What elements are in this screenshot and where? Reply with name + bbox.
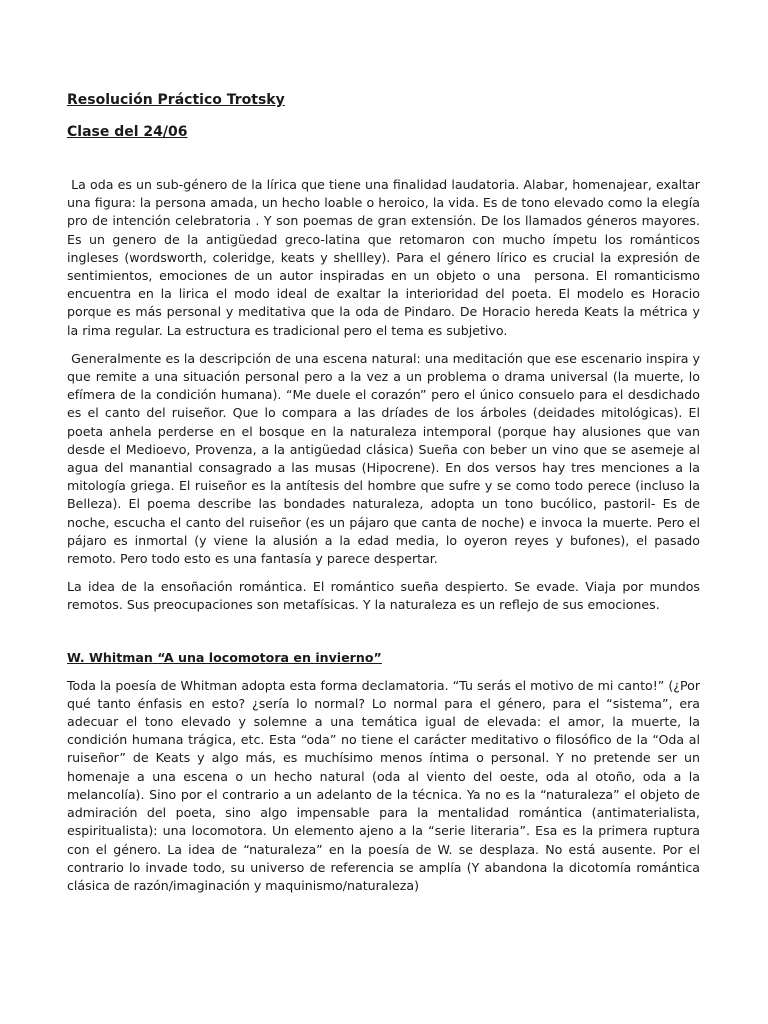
paragraph-oda-definition: La oda es un sub-género de la lírica que tiene una finalidad laudatoria. Alabar, homenajear, exaltar una figura: la persona amada, un hecho loable o heroico, la vida. Es de tono elevado como la elegía pro de intención celebratoria . Y son poemas de gran extensión. De los llamados géneros mayores. Es un genero de la antigüedad greco-latina que retomaron con mucho ímpetu los románticos ingleses (wordsworth, coleridge, keats y shellley). Para el género lírico es crucial la expresión de sentimientos, emociones de un autor inspiradas en un objeto o una persona. El romanticismo encuentra en la lirica el modo ideal de exaltar la interioridad del poeta. El modelo es Horacio porque es más personal y meditativa que la oda de Pindaro. De Horacio hereda Keats la métrica y la rima regular. La estructura es tradicional pero el tema es subjetivo. bbox=[67, 177, 705, 338]
whitman-section-heading: W. Whitman “A una locomotora en invierno” bbox=[67, 649, 382, 665]
class-date-heading: Clase del 24/06 bbox=[67, 124, 188, 140]
paragraph-natural-scene: Generalmente es la descripción de una escena natural: una meditación que ese escenario inspira y que remite a una situación personal pero a la vez a un problema o drama universal (la muerte, lo efímera de la condición humana). “Me duele el corazón” pero el único consuelo para el desdichado es el canto del ruiseñor. Que lo compara a las dríades de los árboles (deidades mitológicas). El poeta anhela perderse en el bosque en la naturaleza intemporal (porque hay alusiones que van desde el Medioevo, Provenza, a la antigüedad clásica) Sueña con beber un vino que se asemeje al agua del manantial consagrado a las musas (Hipocrene). En dos versos hay tres menciones a la mitología griega. El ruiseñor es la antítesis del hombre que sufre y se como todo perece (incluso la Belleza). El poema describe las bondades naturaleza, adopta un tono bucólico, pastoril- Es de noche, escucha el canto del ruiseñor (es un pájaro que canta de noche) e invoca la muerte. Pero el pájaro es inmortal (y viene la alusión a la edad media, lo oyeron reyes y bufones), el pasado remoto. Pero todo esto es una fantasía y parece despertar. bbox=[67, 350, 705, 567]
paragraph-whitman: Toda la poesía de Whitman adopta esta forma declamatoria. “Tu serás el motivo de mi canto!” (¿Por qué tanto énfasis en esto? ¿sería lo normal? Lo normal para el género, para el “sistema”, era adecuar el tono elevado y solemne a una temática igual de elevada: el amor, la muerte, la condición humana trágica, etc. Esta “oda” no tiene el carácter meditativo o filosófico de la “Oda al ruiseñor” de Keats y algo más, es muchísimo menos íntima o personal. Y no pretende ser un homenaje a una escena o un hecho natural (oda al viento del oeste, oda al otoño, oda a la melancolía). Sino por el contrario a un adelanto de la técnica. Ya no es la “naturaleza” el objeto de admiración del poeta, sino algo impensable para la mentalidad romántica (antimaterialista, espiritualista): una locomotora. Un elemento ajeno a la “serie literaria”. Esa es la primera ruptura con el género. La idea de “naturaleza” en la poesía de W. se desplaza. No está ausente. Por el contrario lo invade todo, su universo de referencia se amplía (Y abandona la dicotomía romántica clásica de razón/imaginación y maquinismo/naturaleza) bbox=[67, 677, 700, 893]
document-title: Resolución Práctico Trotsky bbox=[67, 92, 285, 108]
paragraph-romantic-dream: La idea de la ensoñación romántica. El romántico sueña despierto. Se evade. Viaja por mundos remotos. Sus preocupaciones son metafísicas. Y la naturaleza es un reflejo de sus emociones. bbox=[67, 579, 700, 613]
